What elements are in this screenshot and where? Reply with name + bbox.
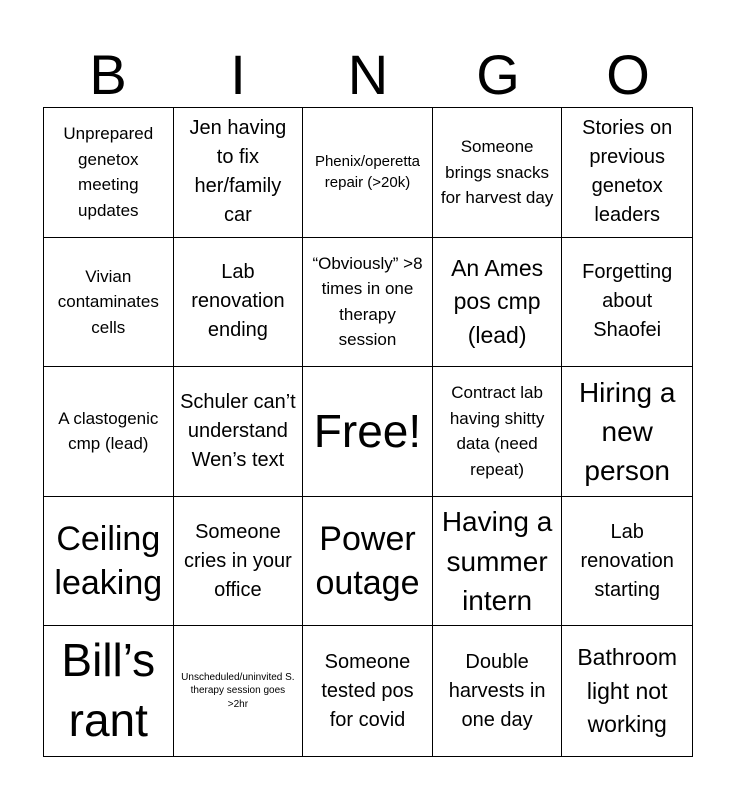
bingo-cell[interactable]: Contract lab having shitty data (need repeat): [433, 367, 563, 497]
free-space-cell[interactable]: Free!: [303, 367, 433, 497]
bingo-cell[interactable]: Vivian contaminates cells: [44, 238, 174, 368]
header-letter-b: B: [89, 43, 127, 106]
bingo-cell[interactable]: A clastogenic cmp (lead): [44, 367, 174, 497]
bingo-grid: [43, 107, 693, 757]
bingo-cell[interactable]: Unprepared genetox meeting updates: [44, 108, 174, 238]
bingo-cell[interactable]: “Obviously” >8 times in one therapy session: [303, 238, 433, 368]
bingo-cell[interactable]: Jen having to fix her/family car: [174, 108, 304, 238]
bingo-cell[interactable]: Someone brings snacks for harvest day: [433, 108, 563, 238]
bingo-cell[interactable]: Ceiling leaking: [44, 497, 174, 627]
bingo-cell[interactable]: Bathroom light not working: [577, 644, 678, 737]
bingo-cell[interactable]: Forgetting about Shaofei: [562, 238, 692, 368]
bingo-cell[interactable]: Double harvests in one day: [433, 626, 563, 756]
bingo-cell[interactable]: Bill’s rant: [44, 626, 174, 756]
bingo-cell[interactable]: Hiring a new person: [562, 367, 692, 497]
bingo-cell[interactable]: Stories on previous genetox leaders: [562, 108, 692, 238]
header-letter-o: O: [606, 43, 650, 106]
bingo-cell[interactable]: Someone cries in your office: [174, 497, 304, 627]
header-letter-g: G: [476, 43, 520, 106]
bingo-cell[interactable]: Unscheduled/uninvited S. therapy session goes >2hr: [174, 626, 304, 756]
bingo-cell[interactable]: Someone tested pos for covid: [303, 626, 433, 756]
bingo-cell[interactable]: Lab renovation ending: [174, 238, 304, 368]
bingo-header: [43, 42, 693, 108]
bingo-cell[interactable]: Phenix/operetta repair (>20k): [303, 108, 433, 238]
bingo-cell[interactable]: Having a summer intern: [433, 497, 563, 627]
bingo-cell[interactable]: Power outage: [303, 497, 433, 627]
header-letter-n: N: [347, 43, 389, 106]
header-letter-i: I: [230, 43, 246, 106]
bingo-cell[interactable]: An Ames pos cmp (lead): [433, 238, 563, 368]
bingo-cell[interactable]: Lab renovation starting: [562, 497, 692, 627]
bingo-cell[interactable]: Schuler can’t understand Wen’s text: [174, 367, 304, 497]
